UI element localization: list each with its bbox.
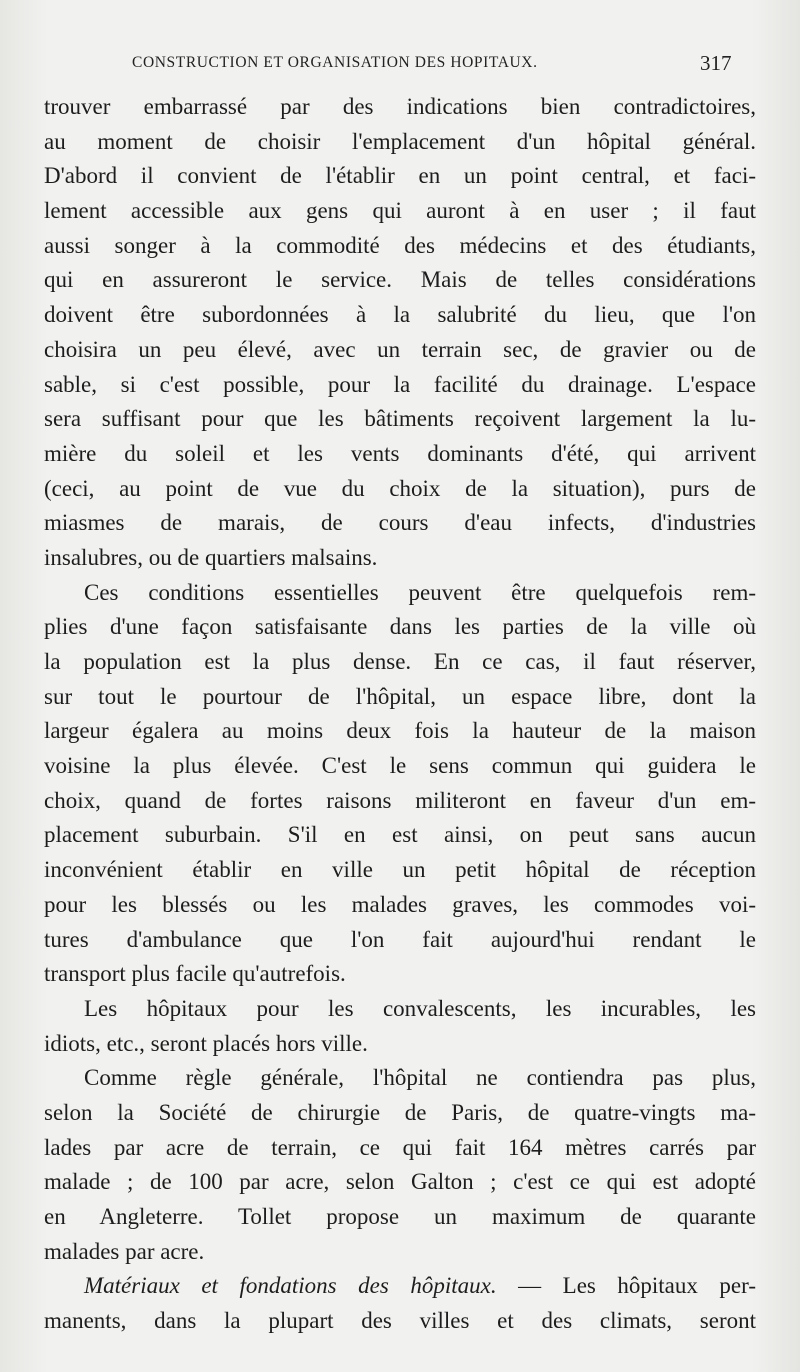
text-line: transport plus facile qu'autrefois.	[44, 961, 346, 987]
text-line: Les hôpitaux pour les convalescents, les incurables, les	[84, 995, 756, 1021]
text-line: choisira un peu élevé, avec un terrain sec, de gravier ou de	[44, 336, 756, 362]
text-line: (ceci, au point de vue du choix de la situation), purs de	[44, 475, 756, 501]
text-line: aussi songer à la commodité des médecins et des étudiants,	[44, 232, 756, 258]
body-text	[44, 90, 756, 1339]
text-line: selon la Société de chirurgie de Paris, de quatre-vingts ma-	[44, 1099, 756, 1125]
paragraph-3	[44, 992, 756, 1061]
text-line: manents, dans la plupart des villes et des climats, seront	[44, 1308, 756, 1334]
text-line: pour les blessés ou les malades graves, les commodes voi-	[44, 891, 756, 917]
text-line: miasmes de marais, de cours d'eau infects, d'industries	[44, 510, 756, 536]
text-line: au moment de choisir l'emplacement d'un hôpital général.	[44, 128, 756, 154]
text-line: la population est la plus dense. En ce cas, il faut réserver,	[44, 649, 756, 674]
text-line: voisine la plus élevée. C'est le sens commun qui guidera le	[44, 753, 756, 779]
section-heading: Matériaux et fondations des hôpitaux.	[84, 1273, 497, 1299]
text-line: inconvénient établir en ville un petit hôpital de réception	[44, 857, 756, 883]
text-line: Comme règle générale, l'hôpital ne contiendra pas plus,	[84, 1065, 756, 1091]
section-heading-line	[44, 1269, 756, 1304]
running-title: CONSTRUCTION ET ORGANISATION DES HOPITAUX.	[132, 54, 538, 71]
section-heading-continuation: — Les hôpitaux per-	[496, 1273, 756, 1299]
text-line: insalubres, ou de quartiers malsains.	[44, 544, 378, 570]
text-line: plies d'une façon satisfaisante dans les parties de la ville où	[44, 614, 756, 640]
text-line: choix, quand de fortes raisons militeront en faveur d'un em-	[44, 787, 756, 813]
text-line: malades par acre.	[44, 1238, 205, 1264]
paragraph-1	[44, 90, 756, 576]
text-line: malade ; de 100 par acre, selon Galton ; c'est ce qui est adopté	[44, 1169, 756, 1195]
text-line: doivent être subordonnées à la salubrité du lieu, que l'on	[44, 302, 756, 328]
text-line: Ces conditions essentielles peuvent être quelquefois rem-	[84, 579, 756, 605]
text-line: sera suffisant pour que les bâtiments reçoivent largement la lu-	[44, 406, 756, 432]
text-line: sur tout le pourtour de l'hôpital, un espace libre, dont la	[44, 683, 756, 709]
text-line: idiots, etc., seront placés hors ville.	[44, 1030, 368, 1056]
text-line: D'abord il convient de l'établir en un point central, et faci-	[44, 163, 756, 189]
text-line: placement suburbain. S'il en est ainsi, on peut sans aucun	[44, 822, 756, 848]
text-line: lement accessible aux gens qui auront à en user ; il faut	[44, 198, 756, 224]
running-head	[0, 51, 800, 80]
paragraph-4	[44, 1061, 756, 1269]
paragraph-5	[44, 1269, 756, 1338]
paragraph-2	[44, 576, 756, 992]
text-line: lades par acre de terrain, ce qui fait 164 mètres carrés par	[44, 1134, 756, 1160]
text-line: trouver embarrassé par des indications bien contradictoires,	[44, 94, 756, 119]
text-line: tures d'ambulance que l'on fait aujourd'hui rendant le	[44, 926, 756, 952]
page-number: 317	[700, 51, 732, 75]
text-line: largeur égalera au moins deux fois la hauteur de la maison	[44, 718, 756, 744]
text-line: sable, si c'est possible, pour la facilité du drainage. L'espace	[44, 371, 756, 397]
text-line: qui en assureront le service. Mais de telles considérations	[44, 267, 756, 293]
text-line: mière du soleil et les vents dominants d'été, qui arrivent	[44, 440, 756, 466]
text-line: en Angleterre. Tollet propose un maximum de quarante	[44, 1204, 756, 1229]
